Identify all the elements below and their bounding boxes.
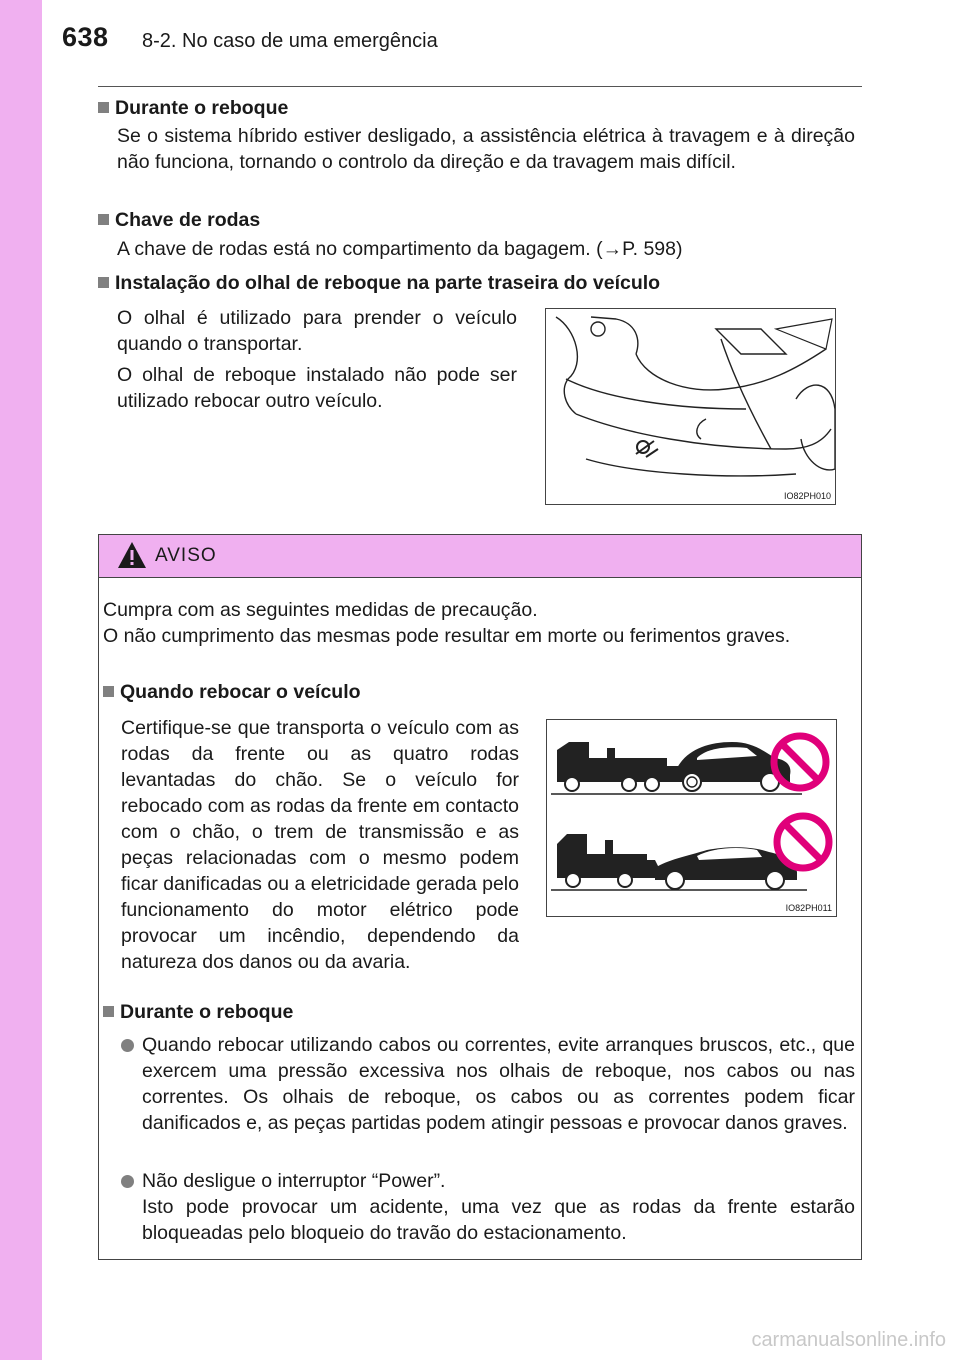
square-bullet-icon bbox=[103, 1006, 114, 1017]
warning-triangle-icon bbox=[117, 541, 147, 569]
header-rule bbox=[98, 86, 862, 87]
paragraph-tow-eye-use: O olhal é utilizado para prender o veículo quando o transportar. bbox=[117, 307, 517, 355]
page-number: 638 bbox=[62, 22, 109, 52]
round-bullet-icon bbox=[121, 1039, 134, 1052]
round-bullet-icon bbox=[121, 1175, 134, 1188]
figure-code: IO82PH010 bbox=[783, 491, 831, 501]
rear-bumper-drawing bbox=[546, 309, 835, 504]
paragraph-wheel-key: A chave de rodas está no compartimento da bagagem. (→P. 598) bbox=[117, 238, 683, 260]
warning-title: AVISO bbox=[155, 545, 217, 566]
heading-tow-eye-install: Instalação do olhal de reboque na parte traseira do veículo bbox=[98, 272, 660, 295]
watermark-text: carmanualsonline.info bbox=[751, 1329, 946, 1351]
heading-wheel-key: Chave de rodas bbox=[98, 209, 260, 232]
square-bullet-icon bbox=[98, 214, 109, 225]
warning-intro-line2: O não cumprimento das mesmas pode resultar em morte ou ferimentos graves. bbox=[103, 625, 791, 647]
warning-box bbox=[98, 534, 862, 1260]
square-bullet-icon bbox=[98, 277, 109, 288]
rear-bumper-illustration bbox=[545, 308, 836, 505]
square-bullet-icon bbox=[98, 102, 109, 113]
heading-during-towing-warning: Durante o reboque bbox=[103, 1001, 293, 1024]
tow-truck-illustration bbox=[546, 719, 837, 917]
square-bullet-icon bbox=[103, 686, 114, 697]
heading-when-towing: Quando rebocar o veículo bbox=[103, 681, 361, 704]
paragraph-cables-chains: Quando rebocar utilizando cabos ou correntes, evite arranques bruscos, etc., que exercem uma pressão excessiva nos olhais de reboque, nos cabos ou nas correntes. Os olhais de reboque, os cabos ou as correntes podem ficar danificados e, as peças partidas podem atingir pessoas e provocar danos graves. bbox=[142, 1034, 855, 1134]
heading-during-towing: Durante o reboque bbox=[98, 97, 288, 120]
paragraph-towing-method: Certifique-se que transporta o veículo com as rodas da frente ou as quatro rodas levantadas do chão. Se o veículo for rebocado com as rodas da frente em contacto com o chão, o trem de transmissão e as peças relacionadas com o mesmo podem ficar danificadas ou a eletricidade gerada pelo funcionamento do motor elétrico pode provocar um incêndio, dependendo da natureza dos danos ou da avaria. bbox=[121, 717, 519, 973]
tow-truck-drawing bbox=[547, 720, 836, 916]
warning-intro-line1: Cumpra com as seguintes medidas de precaução. bbox=[103, 599, 538, 621]
paragraph-hybrid-off: Se o sistema híbrido estiver desligado, a assistência elétrica à travagem e à direção não funciona, tornando o controlo da direção e da travagem mais difícil. bbox=[117, 125, 855, 173]
chapter-title: 8-2. No caso de uma emergência bbox=[142, 30, 438, 52]
paragraph-power-switch-line1: Não desligue o interruptor “Power”. bbox=[142, 1170, 446, 1192]
warning-header bbox=[99, 535, 861, 578]
side-tab-bar bbox=[0, 0, 42, 1360]
paragraph-tow-eye-limit: O olhal de reboque instalado não pode ser utilizado rebocar outro veículo. bbox=[117, 364, 517, 412]
figure-code: IO82PH011 bbox=[785, 903, 832, 913]
paragraph-power-switch-line2: Isto pode provocar um acidente, uma vez que as rodas da frente estarão bloqueadas pelo bloqueio do travão do estacionamento. bbox=[142, 1196, 855, 1244]
